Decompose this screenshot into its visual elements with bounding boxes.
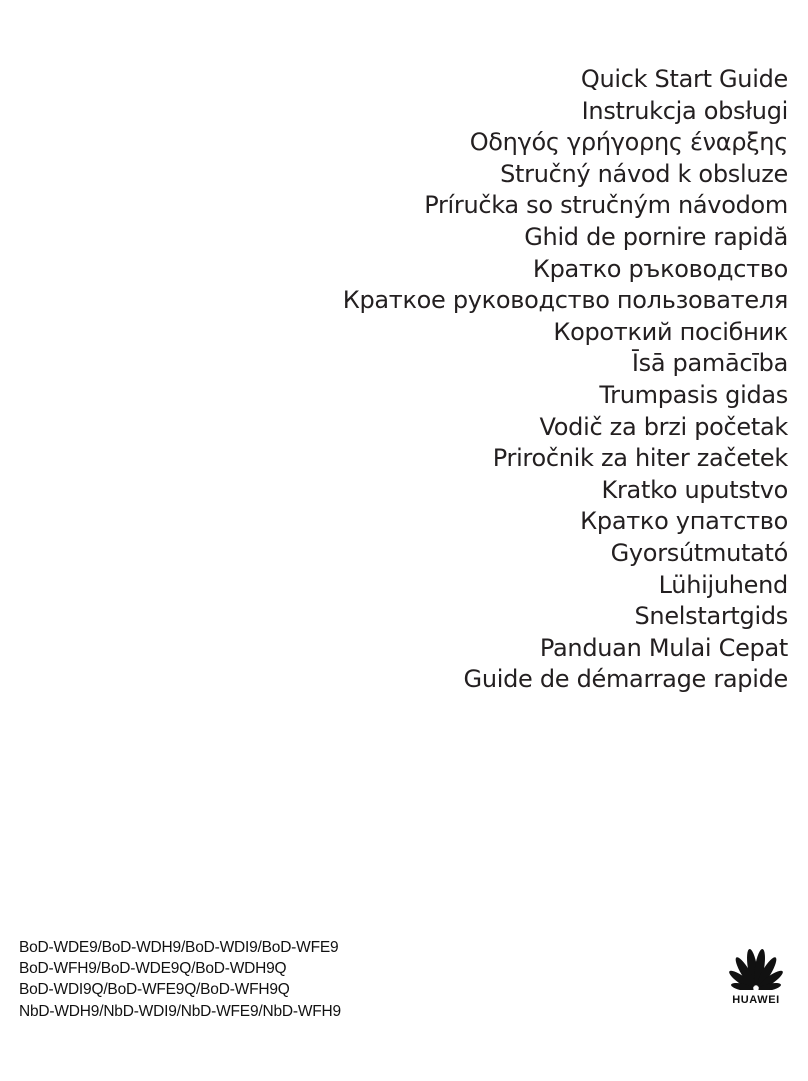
guide-title-mk: Кратко упатство	[580, 507, 788, 536]
guide-title-hr: Vodič za brzi početak	[539, 412, 788, 441]
model-number-list	[19, 937, 341, 1022]
guide-title-sl: Priročnik za hiter začetek	[492, 444, 788, 473]
guide-title-hu: Gyorsútmutató	[610, 538, 788, 567]
model-line: BoD-WDI9Q/BoD-WFE9Q/BoD-WFH9Q	[19, 981, 290, 999]
guide-title-sk: Príručka so stručným návodom	[424, 191, 788, 220]
guide-title-lt: Trumpasis gidas	[599, 380, 788, 409]
guide-title-nl: Snelstartgids	[634, 602, 788, 631]
guide-title-cs: Stručný návod k obsluze	[500, 159, 788, 188]
brand-name: HUAWEI	[732, 994, 780, 1006]
guide-title-lv: Īsā pamācība	[631, 349, 788, 378]
guide-title-en: Quick Start Guide	[580, 65, 788, 93]
guide-title-list	[28, 64, 788, 696]
huawei-flower-logo-icon	[727, 946, 785, 990]
brand-logo	[724, 946, 788, 1006]
guide-title-pl: Instrukcja obsługi	[581, 96, 788, 125]
model-line: NbD-WDH9/NbD-WDI9/NbD-WFE9/NbD-WFH9	[19, 1002, 341, 1020]
guide-title-et: Lühijuhend	[658, 570, 788, 599]
guide-title-id: Panduan Mulai Cepat	[539, 633, 788, 662]
model-line: BoD-WFH9/BoD-WDE9Q/BoD-WDH9Q	[19, 960, 287, 978]
guide-title-el: Οδηγός γρήγορης έναρξης	[469, 128, 788, 157]
guide-title-fr: Guide de démarrage rapide	[463, 665, 788, 694]
model-line: BoD-WDE9/BoD-WDH9/BoD-WDI9/BoD-WFE9	[19, 939, 339, 956]
guide-title-ro: Ghid de pornire rapidă	[524, 222, 788, 251]
guide-title-uk: Короткий посібник	[553, 317, 788, 346]
guide-title-bg: Кратко ръководство	[532, 254, 788, 283]
guide-title-ru: Краткое руководство пользователя	[342, 286, 788, 315]
guide-title-sr: Kratko uputstvo	[601, 475, 788, 504]
